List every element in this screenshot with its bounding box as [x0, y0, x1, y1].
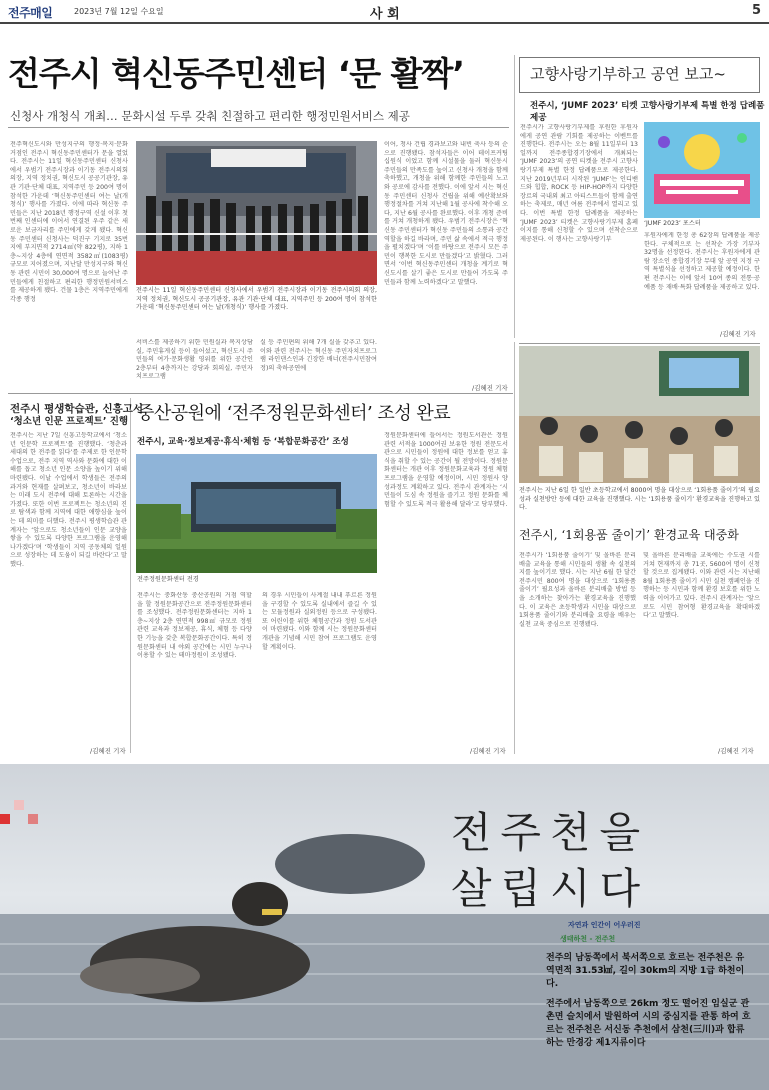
jumf-poster [644, 122, 760, 218]
lead-column-2: 서비스를 제공하기 위한 민원실과 복지상담실, 주민휴게실 등이 들어섰고, 혁신도시 주민들의 여가·문화생활 영위를 위한 공간인 2층부터 4층까지는 강당과 회의실, 주민자치프로그램 [136, 339, 253, 381]
lead-column-3: 실 등 주민편의 위해 7개 실을 갖추고 있다. 이와 관련 전주시는 혁신동 주민자치프로그램 라인댄스인과 긴장한 배너(전주시민참여정)의 축하공연에 [260, 339, 377, 372]
left-column-divider [130, 398, 131, 753]
park-headline: 중산공원에 ‘전주정원문화센터’ 조성 완료 [137, 403, 451, 424]
lead-photo-caption: 전주시는 11일 혁신동주민센터 신청사에서 우범기 전주시장과 이기동 전주시의회 의장, 지역 정치권, 혁신도시 공공기관장, 유관 기관·단체 대표, 지역주민 등 200여 명이 참석한 가운데 ‘혁신동주민센터 여는 날(개청식)’ 행사를 가졌다. [136, 287, 377, 312]
ceremony-photo-illustration [136, 141, 377, 285]
building-photo-illustration [136, 454, 377, 573]
cup-headline: 전주시, ‘1회용품 줄이기’ 환경교육 대중화 [519, 528, 739, 542]
classroom-photo [519, 346, 760, 483]
lead-headline: 전주시 혁신동주민센터 ‘문 활짝’ [8, 54, 464, 93]
side1-byline: /김혜진 기자 [720, 330, 756, 338]
poster-illustration [644, 122, 760, 218]
park-column-2: 의 경우 시민들이 사계절 내내 푸르른 정원을 구경할 수 있도록 실내에서 즐길 수 있는 모듈정원과 실외정원 등으로 구성됐다. 또 어린이를 위한 체험공간과 정원 도서관이 마련됐다. 이와 함께 시는 정원문화센터 개관을 기념해 시민 참여 프로그램도 운영할 계획이다. [262, 592, 377, 651]
left-story-body: 전주시는 지난 7일 신흥고등학교에서 ‘청소년 인문학 프로젝트’를 진행했다. ‘청춘과 세대의 한 전주를 읽다’를 주제로 한 인문학 수업으로, 전주 지역 역사와 문화에 대한 이해를 돕고 청소년 인문 소양을 높이기 위해 마련됐다. 이날 수업에서 학생들은 전주의 과거와 현재를 살펴보고, 청소년이 바라보는 미래 도시 전주에 대해 토론하는 시간을 가졌다. 또한 이번 프로젝트는 청소년의 진로 탐색과 함께 지역에 대한 애향심을 높이는 데 의미를 더했다. 전주시 평생학습관 관계자는 ‘앞으로도 청소년들이 인문 교양을 쌓을 수 있도록 다양한 프로그램을 운영해 나가겠다’며 ‘학생들이 지역 공동체의 일원으로 성장하는 데 도움이 되길 바란다’고 말했다. [10, 432, 127, 568]
cup-byline: /김혜진 기자 [718, 747, 754, 755]
park-byline: /김혜진 기자 [470, 747, 506, 755]
ad-paragraph-1: 전주의 남동쪽에서 북서쪽으로 흐르는 전주천은 유역면적 31.53㎢, 길이 30km의 지방 1급 하천이다. [546, 953, 745, 989]
garden-center-photo [136, 454, 377, 573]
right-rule [519, 343, 760, 344]
section-rule [8, 393, 513, 394]
right-column-divider [514, 342, 515, 754]
park-column-1: 전주시는 중화산동 중산공원의 거점 역할을 할 정원문화공간으로 전주정원문화센터를 조성했다. 전주정원문화센터는 지하 1층~지상 2층 연면적 998㎡ 규모로 정원 관련 교육과 정보제공, 휴식, 체험 등 다양한 기능을 갖춘 복합문화공간이다. 특히 정원문화센터 내 야외 공간에는 시민 누구나 이용할 수 있는 테마정원이 조성됐다. [137, 592, 252, 660]
park-photo-caption: 전주정원문화센터 전경 [137, 576, 199, 583]
center-opening-photo [136, 141, 377, 285]
lead-column-1: 전주혁신도시와 만성지구의 행정·복지·문화 거점인 전주시 혁신동주민센터가 문을 열었다. 전주시는 11일 혁신동주민센터 신청사에서 우범기 전주시장과 이기동 전주시의회 의장, 지역 정치권, 혁신도시 공공기관장, 유관 기관·단체 대표, 지역주민 등 200여 명이 참석한 가운데 ‘혁신동주민센터 여는 날(개청식)’ 행사를 가졌다. 이에 따라 혁신동 주민들은 지난 2018년 행정구역 신설 이후 첫 번째 인센터에 이어서 연결된 우주 같은 새로운 보금자리를 주민에게 갖게 됐다. 혁신동 주민센터 신청사는 덕진구 기지로 35번지에 부지면적 2714㎡(약 822평), 지하 1층~지상 4층에 연면적 3582㎡(1083평) 규모로 지어졌으며, 지난달 만성지구와 혁신동 관련 시민이 30,000여 명으로 늘어난 주민들에게 친절하고 편리한 행정민원서비스를 제공하게 됐다. 건물 1층은 지역주민에게 각종 행정 [10, 141, 128, 303]
left-story-byline: /김혜진 기자 [90, 747, 126, 755]
cup-photo-caption: 전주시는 지난 6일 한 일반 초등학교에서 8000여 명을 대상으로 ‘1회용품 줄이기’의 필요성과 실천방안 등에 대한 교육을 진행했다. 시는 ‘1회용품 줄이기’ 환경교육을 진행하고 있다. [519, 487, 760, 512]
left-story-headline-2: ‘청소년 인문 프로젝트’ 진행 [10, 416, 129, 427]
left-story-headline-1: 전주시 평생학습관, 신흥고서 [10, 403, 144, 415]
page-number: 5 [751, 3, 761, 18]
jeonjucheon-ad [0, 764, 769, 1090]
column-divider [514, 55, 515, 338]
ad-title-line-1: 전주천을 [450, 808, 650, 857]
side1-column-2: 후원자에게 한정 총 62장의 답례품을 제공한다. 구체적으로 는 선착순 가장 기부자 32명을 선정한다. 전주시는 후원자에게 관람 장소인 종합경기장 무대 앞 공연 지정 구역 특별석을 선정하고 제공할 예정이다. 한편 전주시는 이에 앞서 10여 종의 전통·공예품 등 재배·특화 답례품을 제공하고 있다. [644, 232, 760, 291]
side-headline: 고향사랑기부하고 공연 보고~ [530, 65, 726, 83]
newspaper-logo: 전주매일 [8, 6, 53, 20]
side1-column-1: 전주시가 고향사랑기부제를 후원한 후원자에게 공연 관람 기회를 제공하는 이벤트를 진행한다. 전주시는 오는 8월 11일부터 13일까지 전주종합경기장에서 개최되는 ‘JUMF 2023’의 공연 티켓을 전주시 고향사랑기부제 특별 한정 답례품으로 제공한다. 지난 2019년부터 시작된 ‘JUMF’는 인디밴드와 힙합, ROCK 등 HIP-HOP까지 다양한 장르의 국내외 최고 아티스트들이 함께 출연하는 축제로, 매년 여름 전주에서 열리고 있다. 이번 특별 한정 답례품을 제공하는 ‘JUMF 2023’ 티켓은 고향사랑기부제 홈페이지를 통해 신청할 수 있으며 선착순으로 제공된다. 이 행사는 고향사랑기부 [520, 124, 638, 243]
issue-date: 2023년 7월 12일 수요일 [74, 7, 164, 16]
cup-column-2: 및 올바른 분리배출 교육에는 수도권 시를 거쳐 현재까지 총 71곳, 5600여 명이 신청할 것으로 집계됐다. 이와 관련 시는 지난해 8월 1회용품 줄이기 시민 실천 캠페인을 진행하는 등 시민과 함께 환경 보호를 위한 노력을 이어가고 있다. 전주시 관계자는 ‘앞으로도 시민 참여형 환경교육을 확대하겠다’고 말했다. [643, 552, 760, 620]
poster-caption: ‘JUMF 2023’ 포스터 [644, 220, 701, 227]
ad-tagline-1: 자연과 인간이 어우러진 [568, 921, 641, 929]
classroom-photo-illustration [519, 346, 760, 483]
side-subhead: 전주시, ‘JUMF 2023’ 티켓 고향사랑기부제 특별 한정 답례품 제공 [530, 101, 765, 123]
park-subhead: 전주시, 교육·정보제공·휴식·체험 등 ‘복합문화공간’ 조성 [137, 437, 349, 447]
ad-paragraph-2: 전주에서 남동쪽으로 26km 정도 떨어진 임실군 관촌면 슬치에서 발원하여 시의 중심지를 관통 하여 흐르는 전주천은 서신동 추천에서 삼천(三川)과 합류하는 만경강 제1지류이다 [546, 999, 751, 1048]
cup-column-1: 전주시가 ‘1회용품 줄이기’ 및 올바른 분리배출 교육을 통해 시민들의 생활 속 실천의지를 높이기로 했다. 시는 지난 6월 한 달간 전주시민 800여 명을 대상으로 ‘1회용품 줄이기’ 필요성과 올바른 분리배출 방법 등을 소개하는 찾아가는 환경교육을 진행했다. 이 교육은 초등학생과 시민을 대상으로 1회용품 줄이기와 분리배출 요령을 배우는 실천 교육 중심으로 진행됐다. [519, 552, 636, 628]
ad-tagline-2: 생태하천 - 전주천 [560, 935, 616, 943]
lead-subhead: 신청사 개청식 개최… 문화시설 두루 갖춰 친절하고 편리한 행정민원서비스 제공 [10, 109, 410, 123]
lead-rule [8, 127, 509, 128]
section-name: 사 회 [370, 7, 400, 22]
lead-byline: /김혜진 기자 [472, 384, 508, 392]
park-column-3: 정원문화센터에 들어서는 정원도서관은 정원 관련 서적을 1000여권 보유한 정원 전문도서관으로 시민들이 정원에 대한 정보를 얻고 휴식을 취할 수 있는 공간이 될 전망이다. 정원문화센터는 개관 이후 정원문화교육과 정원 체험 프로그램을 운영할 예정이며, 시민 정원사 양성과정도 계획하고 있다. 전주시 관계자는 ‘시민들이 도심 속 정원을 즐기고 정원 문화를 체험할 수 있도록 적극 활용해 달라’고 당부했다. [384, 432, 508, 508]
ad-title-line-2: 살립시다 [450, 864, 650, 913]
lead-column-4: 이어, 청사 건립 경과보고와 내빈 축사 등의 순으로 진행됐다. 참석자들은 이어 테이프커팅 십원식 이었고 함께 시설물을 둘러 혁신동시 주민들의 만족도를 높이고 신청사 개청을 함께 축하했고, 개청을 위해 함께한 주민들의 노고와 공로에 감사를 전했다. 이에 앞서 시는 혁신동 주민센터 신청사 건립을 위해 예산확보와 행정절차를 거쳐 지난해 1월 공사에 착수해 오다, 지난 6월 공사를 완료했다. 이후 개청 준비를 거쳐 개청하게 됐다. 우범기 전주시장은 ‘혁신동 주민센터가 혁신동 주민들의 소통과 공간 역할을 하길 바라며, 주민 삶 속에서 적극 행정을 펼치겠다’며 ‘이를 바탕으로 전주시 모든 주민이 행복한 도시로 만들겠다’고 밝혔다. 그러면서 ‘이번 혁신동주민센터 개청을 계기로 혁신도시를 살기 좋은 도시로 만들어 가도록 주민들과 함께 노력하겠다’고 말했다. [384, 141, 508, 286]
